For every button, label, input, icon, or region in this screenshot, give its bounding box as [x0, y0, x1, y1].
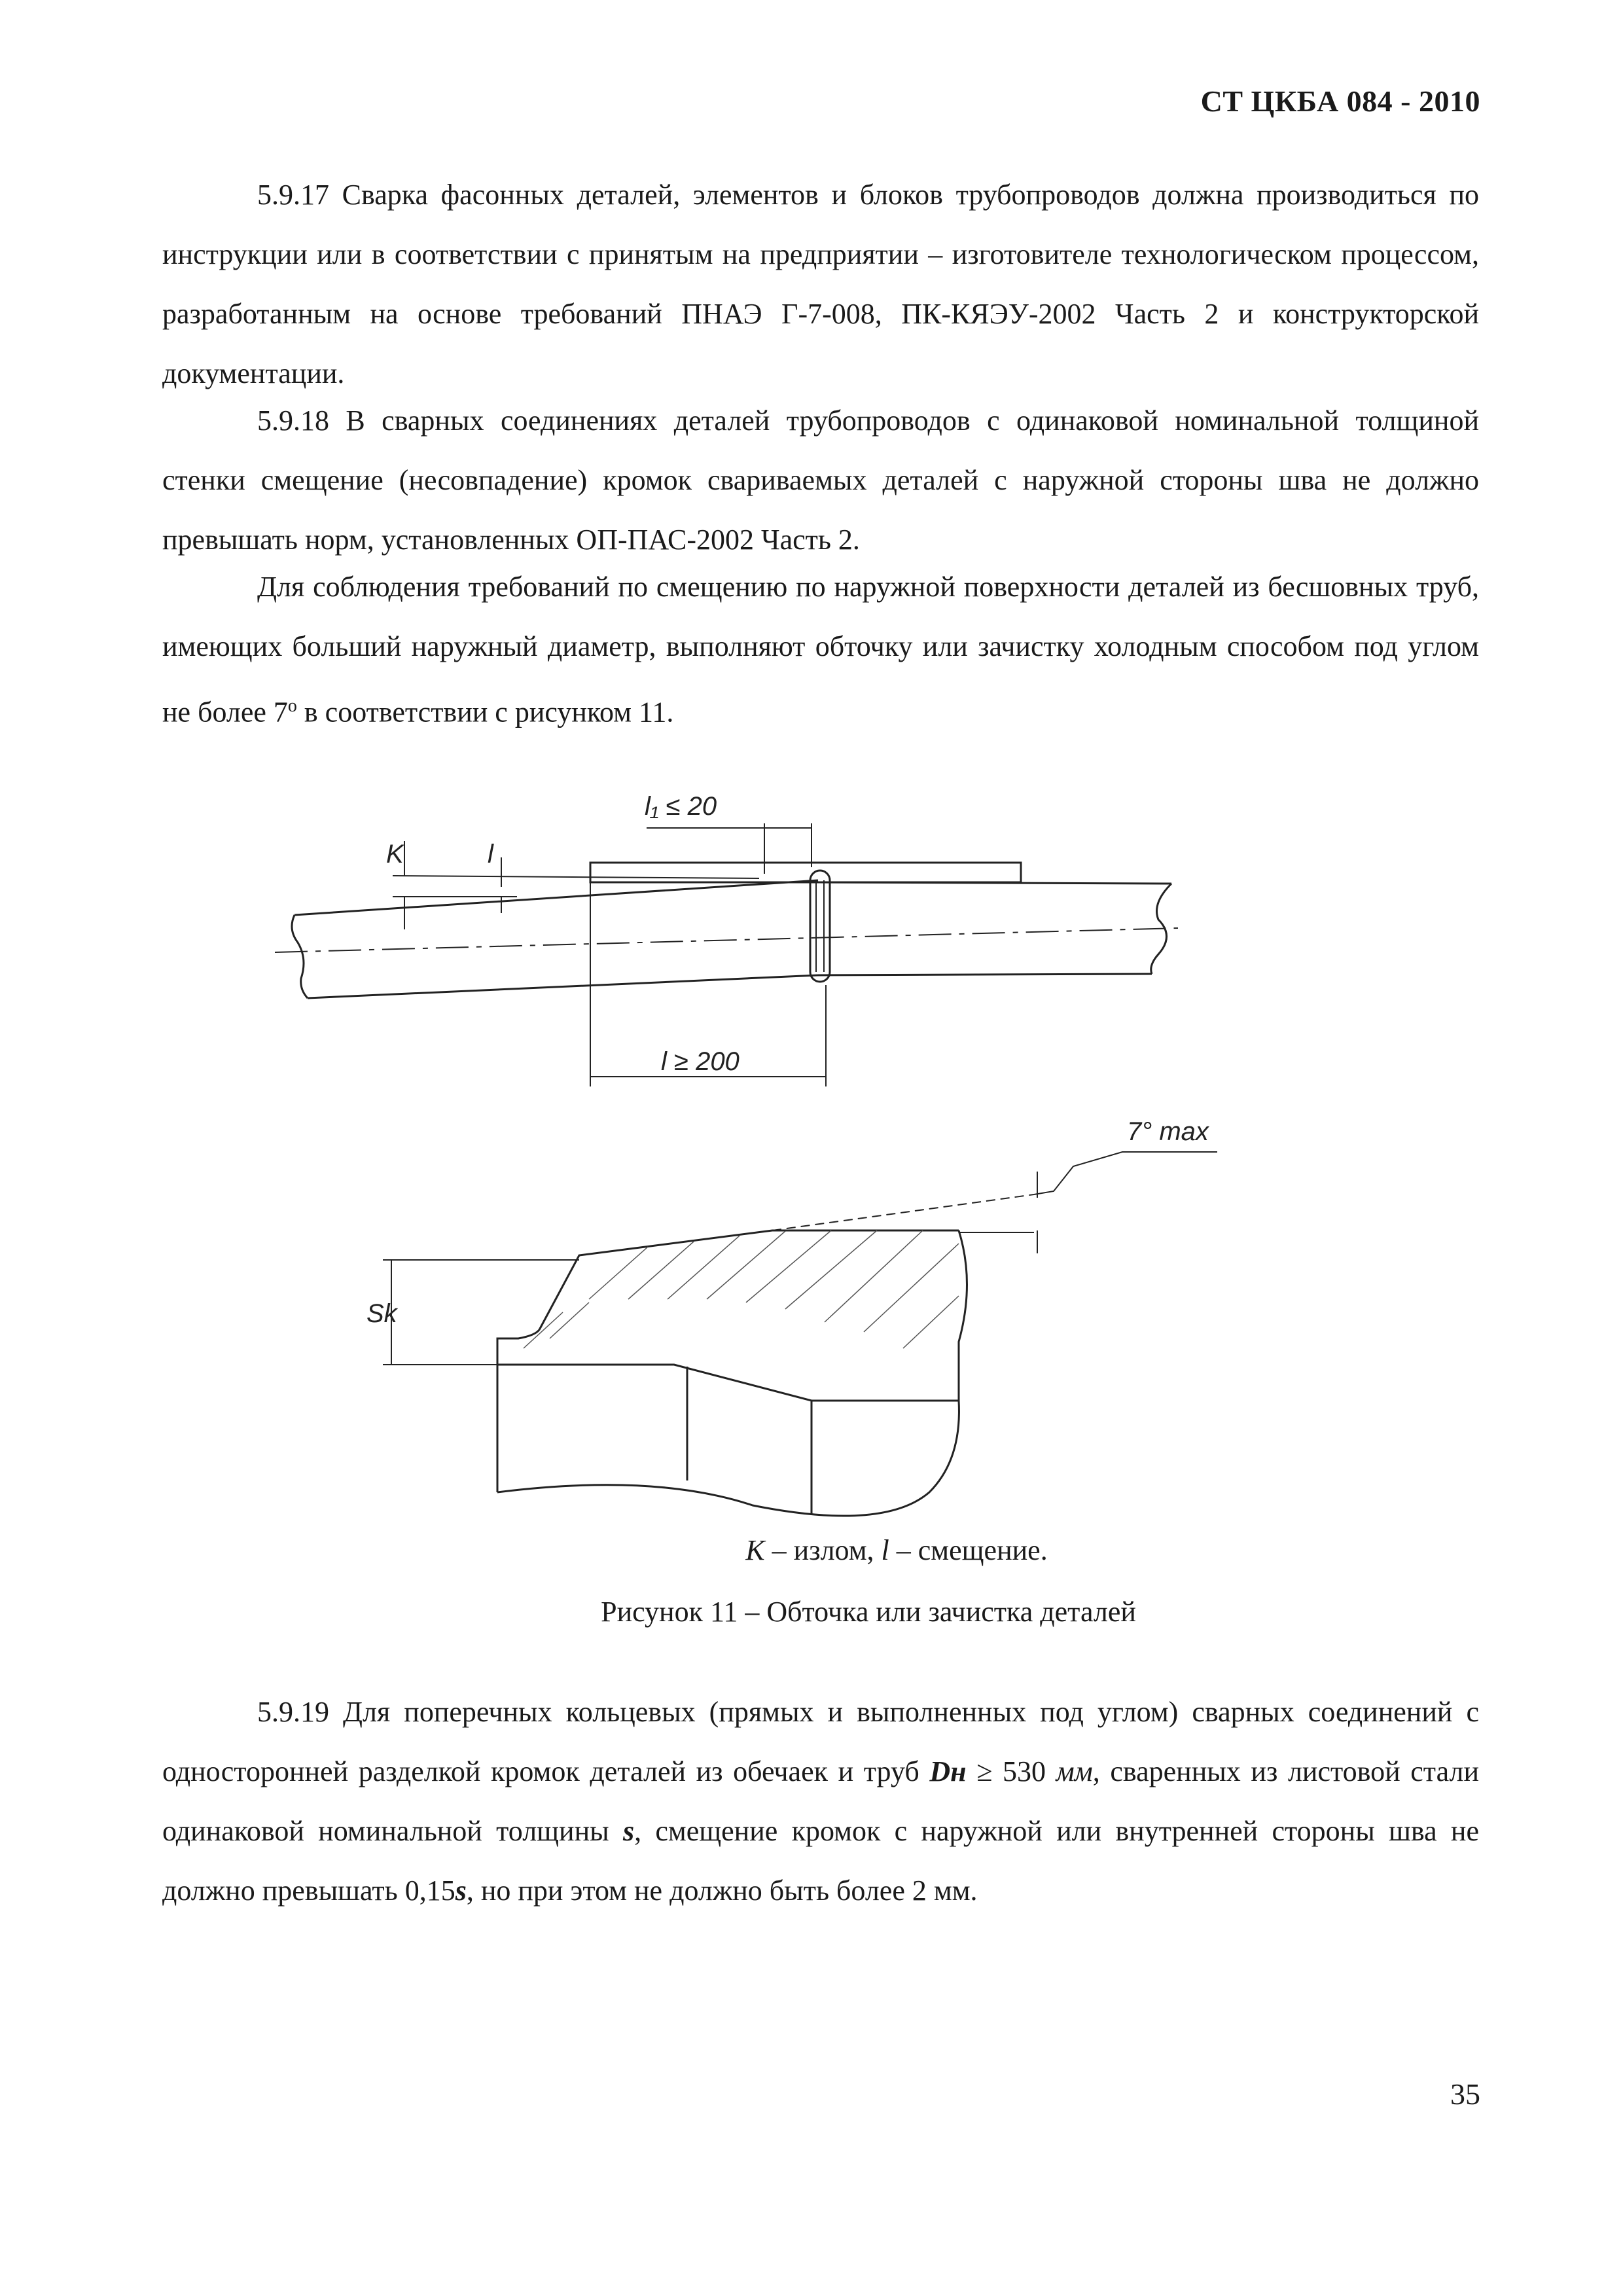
- pipe-left-top-edge: [294, 880, 818, 915]
- mm-unit: мм: [1056, 1755, 1093, 1787]
- document-code-header: СТ ЦКБА 084 - 2010: [1200, 84, 1480, 118]
- label-l: l: [488, 840, 493, 869]
- detail-hatch-bound: [959, 1230, 967, 1401]
- dn-symbol: Dн: [929, 1755, 967, 1787]
- detail-inner-lines: [497, 1365, 812, 1515]
- weld-seam-inner: [816, 880, 824, 972]
- detail-bottom-line: [497, 1365, 959, 1401]
- dimension-k-arrows: [404, 841, 501, 929]
- detail-outer-contour: [497, 1230, 959, 1365]
- dimension-k-leader: [393, 876, 759, 897]
- paragraph-text: 5.9.19 Для поперечных кольцевых (прямых и выполненных под углом) сварных соединений с односторонней разделкой кромок деталей из обечаек и труб: [162, 1696, 1479, 1787]
- weld-seam: [810, 870, 830, 982]
- dimension-sk: [383, 1260, 579, 1365]
- paragraph-offset-requirements: [162, 557, 1479, 742]
- dimension-l-200: [590, 882, 826, 1086]
- pipe-right-top-edge: [818, 882, 1171, 884]
- s-symbol: s: [455, 1874, 467, 1907]
- degree-sign: о: [287, 696, 297, 716]
- paragraph-text: , смещение кромок с наружной или внутренней стороны шва не должно превышать 0,15: [162, 1815, 1479, 1907]
- legend-k-symbol: K: [745, 1534, 765, 1566]
- hatching: [524, 1230, 959, 1348]
- label-l-ge-200: l ≥ 200: [661, 1047, 740, 1076]
- label-k: K: [386, 840, 404, 869]
- paragraph-text: ≥ 530: [966, 1755, 1056, 1787]
- paragraph-text: , но при этом не должно быть более 2 мм.: [466, 1874, 978, 1907]
- paragraph-text: , сваренных из листовой стали одинаковой номинальной толщины: [162, 1755, 1479, 1847]
- paragraph-5-9-18: 5.9.18 В сварных соединениях деталей трубопроводов с одинаковой номинальной толщиной стенки смещение (несовпадение) кромок свариваемых деталей с наружной стороны шва не должно превышать норм, установленных ОП-ПАС-2002 Часть 2.: [162, 404, 1479, 556]
- legend-l-text: – смещение.: [889, 1534, 1048, 1566]
- paragraph-5-9-17: 5.9.17 Сварка фасонных деталей, элементов и блоков трубопроводов должна производиться по инструкции или в соответствии с принятым на предприятии – изготовителе технологическом процессом, разработанным на основе требований ПНАЭ Г-7-008, ПК-КЯЭУ-2002 Часть 2 и конструкторской документации.: [162, 179, 1479, 389]
- pipe-right-bottom-edge: [818, 974, 1152, 975]
- paragraph-text: в соответствии с рисунком 11.: [296, 696, 674, 728]
- pipe-left-break: [292, 915, 308, 998]
- figure-legend: [85, 1534, 1623, 1567]
- legend-l-symbol: l: [881, 1534, 889, 1566]
- reference-plate: [590, 863, 1021, 882]
- pipe-left-bottom-edge: [308, 975, 818, 998]
- detail-break-bottom: [497, 1401, 959, 1516]
- pipe-right-break: [1151, 884, 1171, 974]
- label-angle: 7° max: [1127, 1117, 1209, 1146]
- s-symbol: s: [622, 1815, 635, 1847]
- centerline: [275, 928, 1178, 952]
- label-l-le-20: l₁ ≤ 20: [645, 792, 717, 821]
- angle-leader: [1034, 1152, 1217, 1194]
- paragraph-text: Для соблюдения требований по смещению по наружной поверхности деталей из бесшовных труб, имеющих больший наружный диаметр, выполняют обточку или зачистку холодным способом под углом не более 7: [162, 571, 1479, 728]
- label-sk: Sk: [366, 1299, 397, 1328]
- detail-chamfer-line: [772, 1194, 1034, 1230]
- legend-k-text: – излом,: [764, 1534, 882, 1566]
- paragraph-5-9-19: [162, 1682, 1479, 1920]
- figure-title: Рисунок 11 – Обточка или зачистка деталей: [601, 1596, 1136, 1628]
- dimension-l-20: [647, 823, 812, 874]
- page-number: 35: [1450, 2077, 1480, 2111]
